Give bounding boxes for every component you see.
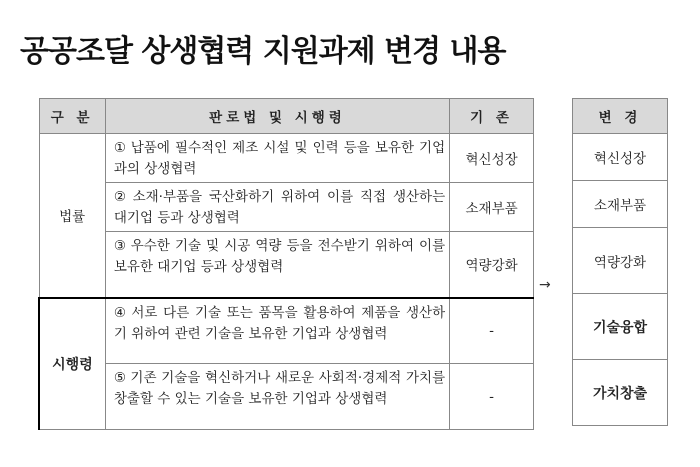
table-row bbox=[39, 183, 534, 232]
category-decree: 시행령 bbox=[39, 298, 105, 430]
page-title: 공공조달 상생협력 지원과제 변경 내용 bbox=[20, 34, 506, 69]
change-value: 소재부품 bbox=[573, 181, 668, 228]
row-content bbox=[105, 232, 449, 298]
row-text: 서로 다른 기술 또는 품목을 활용하여 제품을 생산하기 위하여 관련 기술을 보유한 기업과 상생협력 bbox=[113, 304, 446, 342]
row-previous: 소재부품 bbox=[450, 183, 534, 232]
row-number: ② bbox=[113, 189, 129, 205]
table-row bbox=[39, 364, 534, 430]
change-value: 가치창출 bbox=[573, 360, 668, 426]
row-text: 소재·부품을 국산화하기 위하여 이를 직접 생산하는 대기업 등과 상생협력 bbox=[113, 189, 446, 226]
change-value: 기술융합 bbox=[573, 294, 668, 360]
row-number: ③ bbox=[113, 238, 127, 254]
header-changes: 변 경 bbox=[573, 99, 668, 134]
table-row bbox=[573, 294, 668, 360]
change-value: 역량강화 bbox=[573, 228, 668, 294]
row-previous: - bbox=[450, 298, 534, 364]
row-content bbox=[105, 298, 449, 364]
row-previous: 역량강화 bbox=[450, 232, 534, 298]
row-number: ④ bbox=[113, 304, 128, 321]
header-category: 구 분 bbox=[39, 99, 105, 134]
table-row bbox=[573, 181, 668, 228]
changes-table bbox=[572, 98, 668, 426]
change-value: 혁신성장 bbox=[573, 134, 668, 181]
row-previous: 혁신성장 bbox=[450, 134, 534, 183]
comparison-table bbox=[38, 98, 534, 430]
table-row bbox=[39, 134, 534, 183]
category-law: 법률 bbox=[39, 134, 105, 298]
changes-header-row bbox=[573, 99, 668, 134]
row-content bbox=[105, 364, 449, 430]
table-row bbox=[573, 134, 668, 181]
header-previous: 기 존 bbox=[450, 99, 534, 134]
table-row bbox=[573, 228, 668, 294]
arrow-right-icon: → bbox=[539, 277, 551, 293]
row-text: 우수한 기술 및 시공 역량 등을 전수받기 위하여 이를 보유한 대기업 등과 상생협력 bbox=[113, 238, 446, 275]
table-row bbox=[39, 298, 534, 364]
row-number: ① bbox=[113, 140, 127, 156]
row-content bbox=[105, 183, 449, 232]
row-previous: - bbox=[450, 364, 534, 430]
row-number: ⑤ bbox=[113, 370, 127, 386]
row-text: 기존 기술을 혁신하거나 새로운 사회적·경제적 가치를 창출할 수 있는 기술을 보유한 기업과 상생협력 bbox=[113, 370, 446, 407]
table-row bbox=[39, 232, 534, 298]
row-content bbox=[105, 134, 449, 183]
table-row bbox=[573, 360, 668, 426]
table-header-row bbox=[39, 99, 534, 134]
row-text: 납품에 필수적인 제조 시설 및 인력 등을 보유한 기업과의 상생협력 bbox=[113, 140, 446, 177]
header-content: 판로법 및 시행령 bbox=[105, 99, 449, 134]
